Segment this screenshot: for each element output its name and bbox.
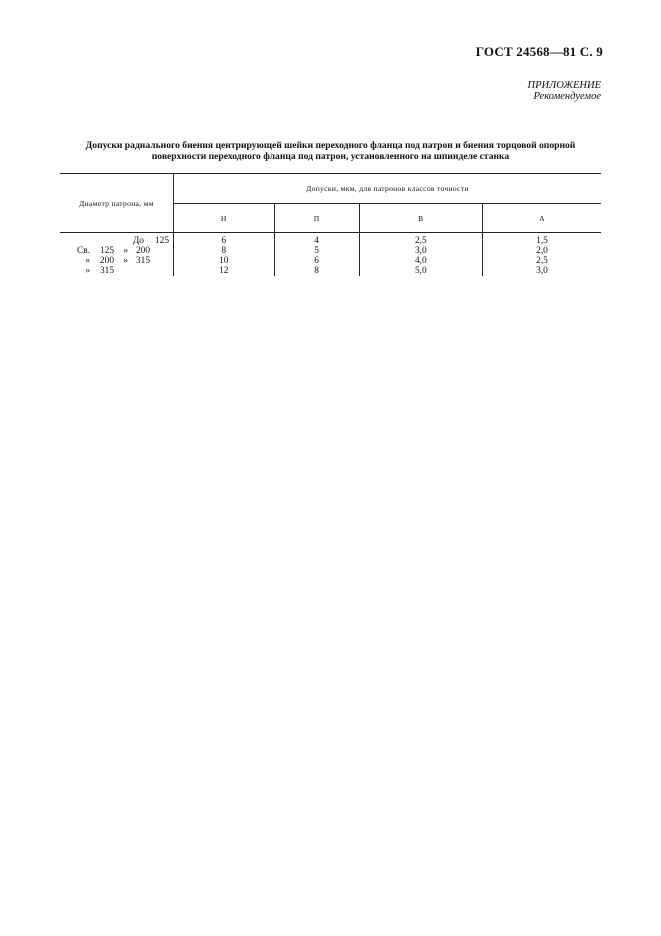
table-title-line-2: поверхности переходного фланца под патрон, установленного на шпинделе станка	[151, 151, 510, 162]
value-cell: 4,0	[359, 256, 482, 266]
value-cell: 3,0	[359, 246, 482, 256]
value-cell: 2,5	[482, 256, 601, 266]
tolerance-table	[60, 173, 601, 276]
column-header-class-p: П	[274, 204, 359, 233]
value-cell: 12	[174, 266, 275, 276]
value-cell: 5	[274, 246, 359, 256]
diameter-cell: » 200 » 315	[85, 256, 150, 266]
table-title	[60, 140, 601, 162]
value-cell: 5,0	[359, 266, 482, 276]
document-header: ГОСТ 24568—81 С. 9	[475, 44, 603, 59]
value-cell: 2,5	[359, 233, 482, 247]
value-cell: 1,5	[482, 233, 601, 247]
value-cell: 6	[274, 256, 359, 266]
table-row	[60, 266, 601, 276]
value-cell: 8	[174, 246, 275, 256]
value-cell: 6	[174, 233, 275, 247]
value-cell: 4	[274, 233, 359, 247]
column-header-class-h: Н	[174, 204, 275, 233]
column-header-diameter: Диаметр патрона, мм	[60, 174, 174, 233]
table-row	[60, 256, 601, 266]
appendix-label: ПРИЛОЖЕНИЕ	[527, 80, 601, 91]
diameter-cell: Св. 125 » 200	[76, 246, 150, 256]
appendix-block	[528, 80, 602, 102]
table-row	[60, 233, 601, 247]
diameter-cell: » 315	[85, 266, 114, 276]
value-cell: 10	[174, 256, 275, 266]
column-header-class-v: В	[359, 204, 482, 233]
table-row	[60, 246, 601, 256]
value-cell: 2,0	[482, 246, 601, 256]
value-cell: 3,0	[482, 266, 601, 276]
column-header-class-a: А	[482, 204, 601, 233]
table-title-line-1: Допуски радиального биения центрирующей шейки переходного фланца под патрон и биения торцовой опорной	[85, 140, 576, 151]
value-cell: 8	[274, 266, 359, 276]
column-header-tolerances: Допуски, мкм, для патронов классов точности	[174, 174, 602, 204]
diameter-cell: До 125	[132, 236, 169, 246]
appendix-type: Рекомендуемое	[533, 91, 601, 102]
